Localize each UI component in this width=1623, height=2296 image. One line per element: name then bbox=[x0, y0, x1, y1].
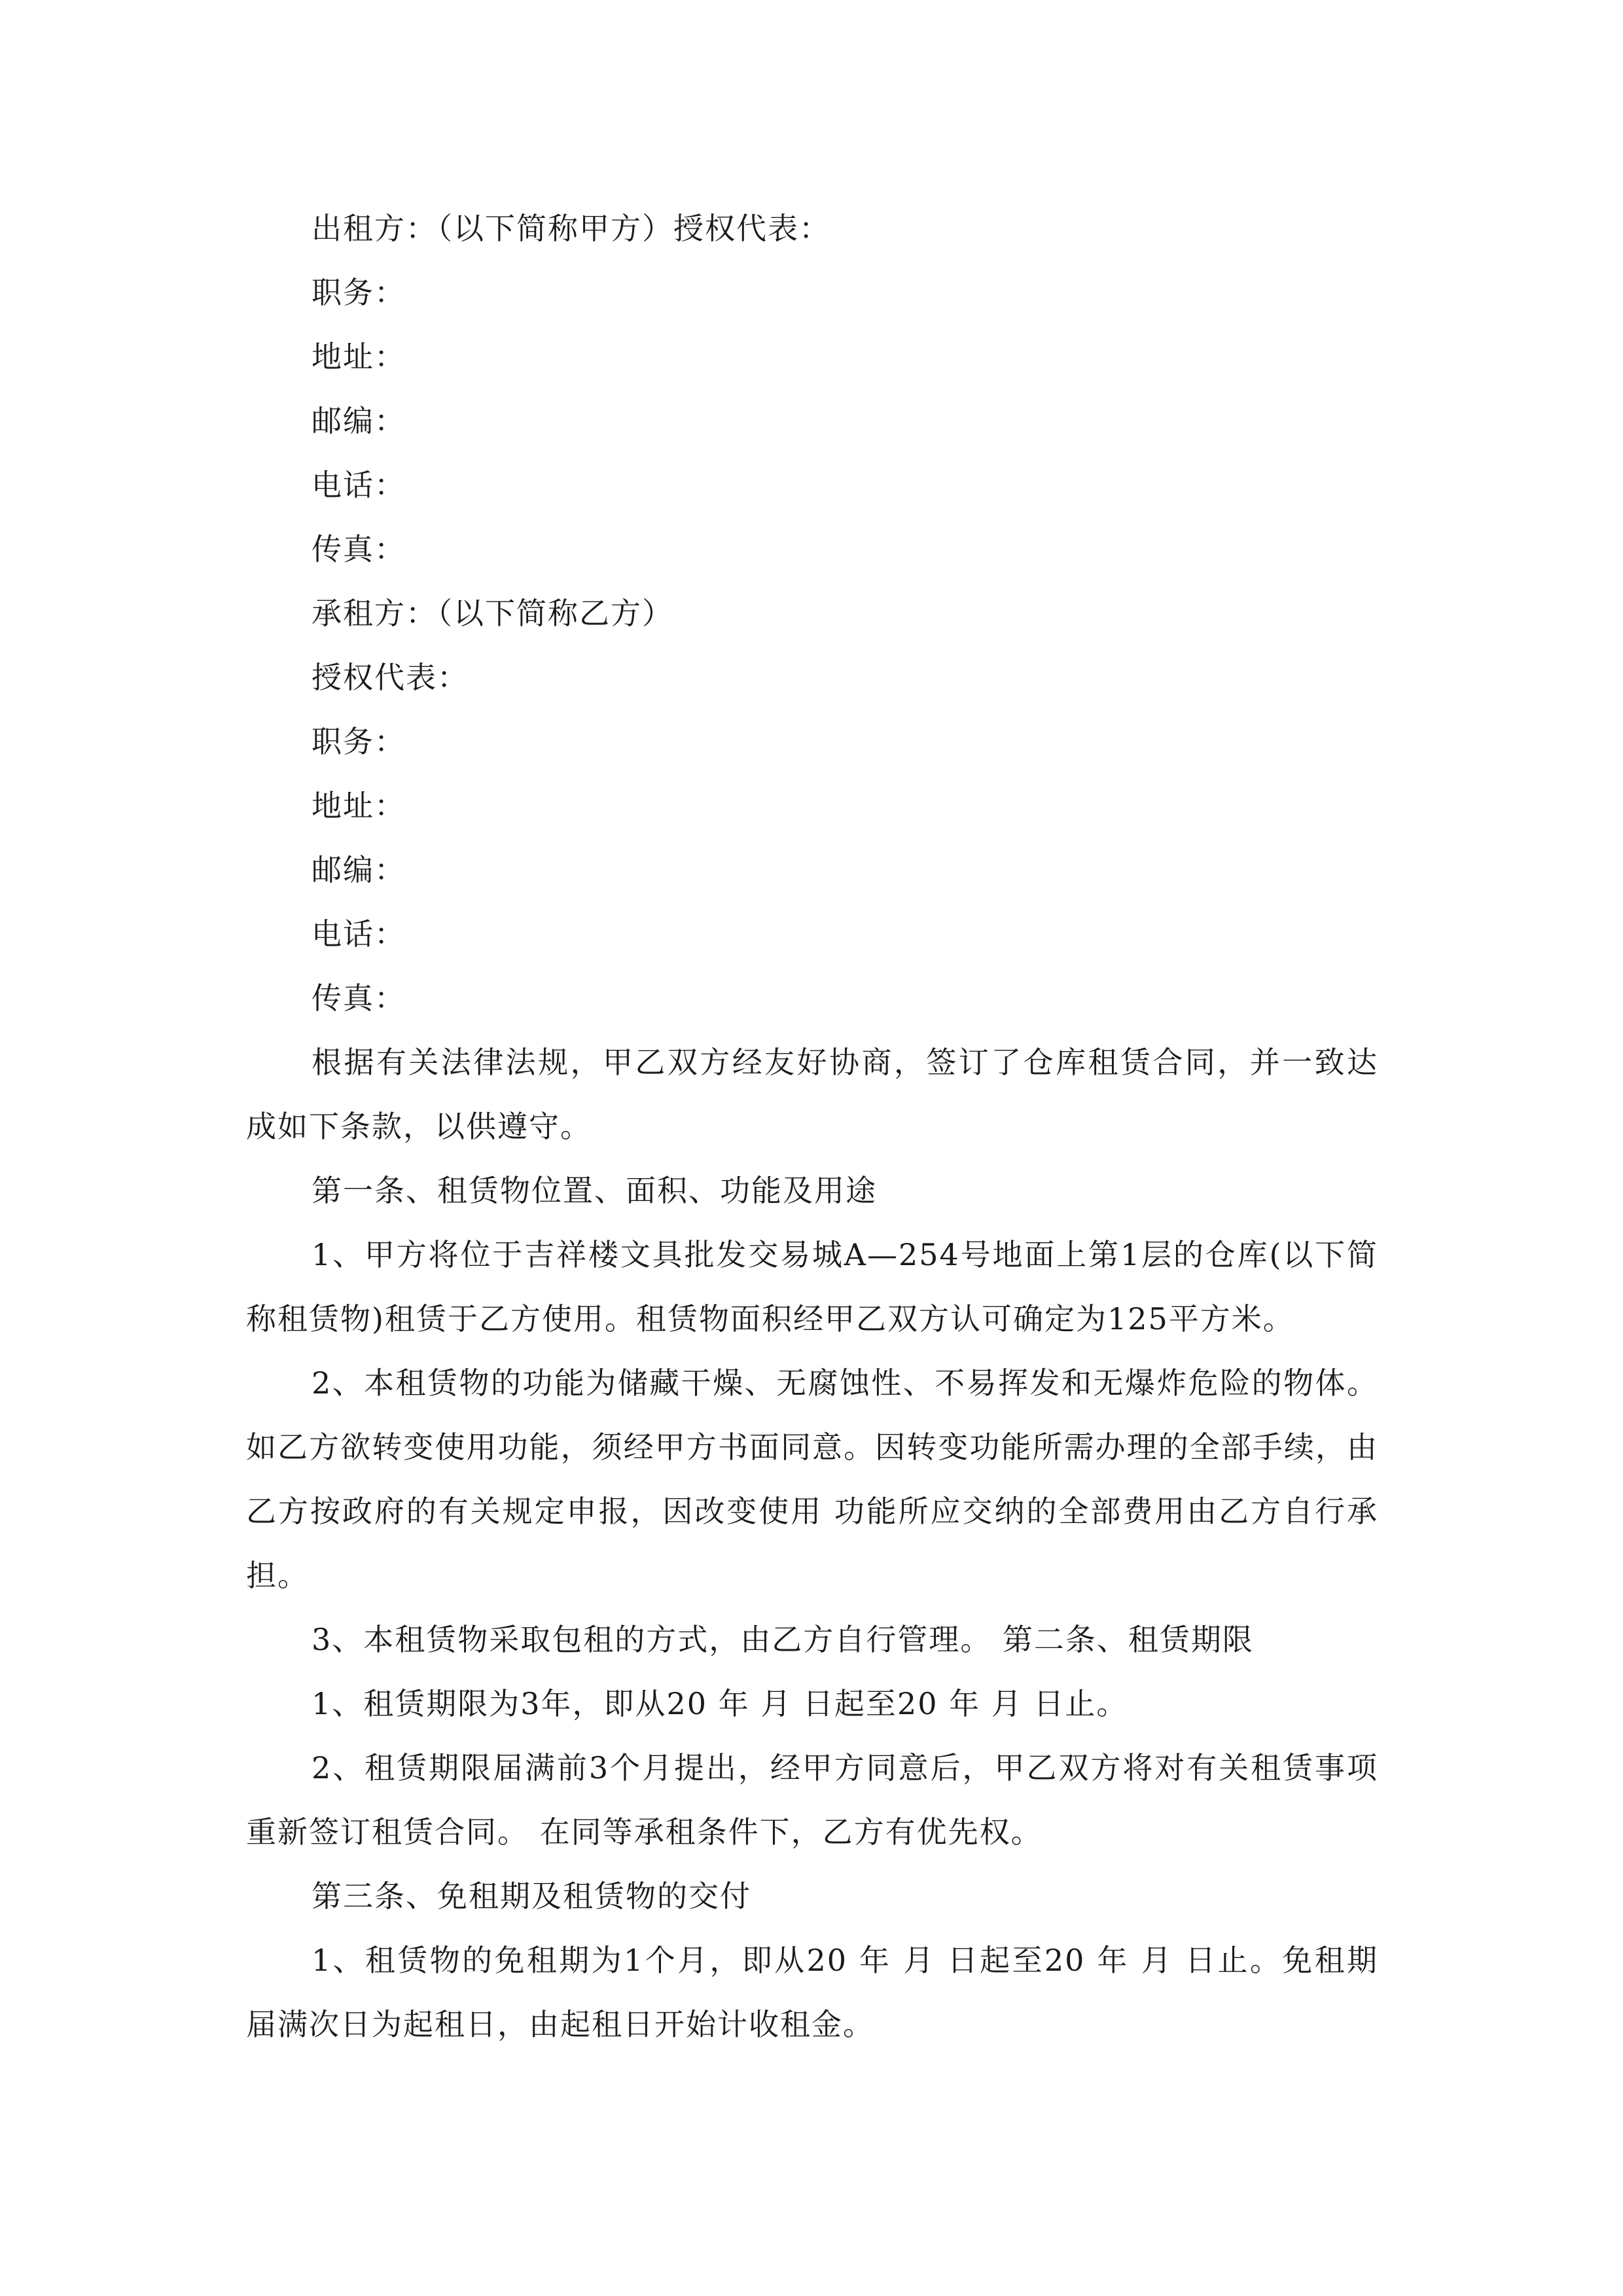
lessee-phone-line: 电话： bbox=[312, 916, 406, 952]
lessor-line: 出租方：（以下简称甲方）授权代表： bbox=[312, 211, 830, 246]
article-3-heading: 第三条、免租期及租赁物的交付 bbox=[312, 1878, 751, 1914]
lessee-fax-line: 传真： bbox=[312, 980, 406, 1016]
article-2-clause-1: 1、租赁期限为3年，即从20 年 月 日起至20 年 月 日止。 bbox=[312, 1686, 1128, 1721]
article-1-heading: 第一条、租赁物位置、面积、功能及用途 bbox=[312, 1173, 877, 1208]
lessor-position-line: 职务： bbox=[312, 275, 406, 310]
article-3-clause-1: 1、租赁物的免租期为1个月，即从20 年 月 日起至20 年 月 日止。免租期届满次日为起租日，由起租日开始计收租金。 bbox=[246, 1943, 1378, 2042]
document-body bbox=[246, 196, 1378, 2056]
lessee-position-line: 职务： bbox=[312, 724, 406, 759]
lessee-representative-line: 授权代表： bbox=[312, 660, 469, 695]
lessor-postcode-line: 邮编： bbox=[312, 403, 406, 439]
article-1-clause-3: 3、本租赁物采取包租的方式，由乙方自行管理。 第二条、租赁期限 bbox=[312, 1622, 1254, 1657]
article-1-clause-1: 1、甲方将位于吉祥楼文具批发交易城A—254号地面上第1层的仓库(以下简称租赁物)租赁于乙方使用。租赁物面积经甲乙双方认可确定为125平方米。 bbox=[246, 1237, 1378, 1336]
lessee-address-line: 地址： bbox=[312, 788, 406, 823]
preamble-paragraph: 根据有关法律法规，甲乙双方经友好协商，签订了仓库租赁合同，并一致达成如下条款，以供遵守。 bbox=[246, 1045, 1378, 1144]
lessor-address-line: 地址： bbox=[312, 339, 406, 374]
lessor-phone-line: 电话： bbox=[312, 467, 406, 503]
lessee-postcode-line: 邮编： bbox=[312, 852, 406, 888]
lessor-fax-line: 传真： bbox=[312, 531, 406, 567]
article-2-clause-2: 2、租赁期限届满前3个月提出，经甲方同意后，甲乙双方将对有关租赁事项重新签订租赁合同。 在同等承租条件下，乙方有优先权。 bbox=[246, 1750, 1378, 1850]
article-1-clause-2: 2、本租赁物的功能为储藏干燥、无腐蚀性、不易挥发和无爆炸危险的物体。如乙方欲转变使用功能，须经甲方书面同意。因转变功能所需办理的全部手续，由乙方按政府的有关规定申报，因改变使用 功能所应交纳的全部费用由乙方自行承担。 bbox=[246, 1365, 1378, 1593]
lessee-line: 承租方：（以下简称乙方） bbox=[312, 596, 673, 631]
